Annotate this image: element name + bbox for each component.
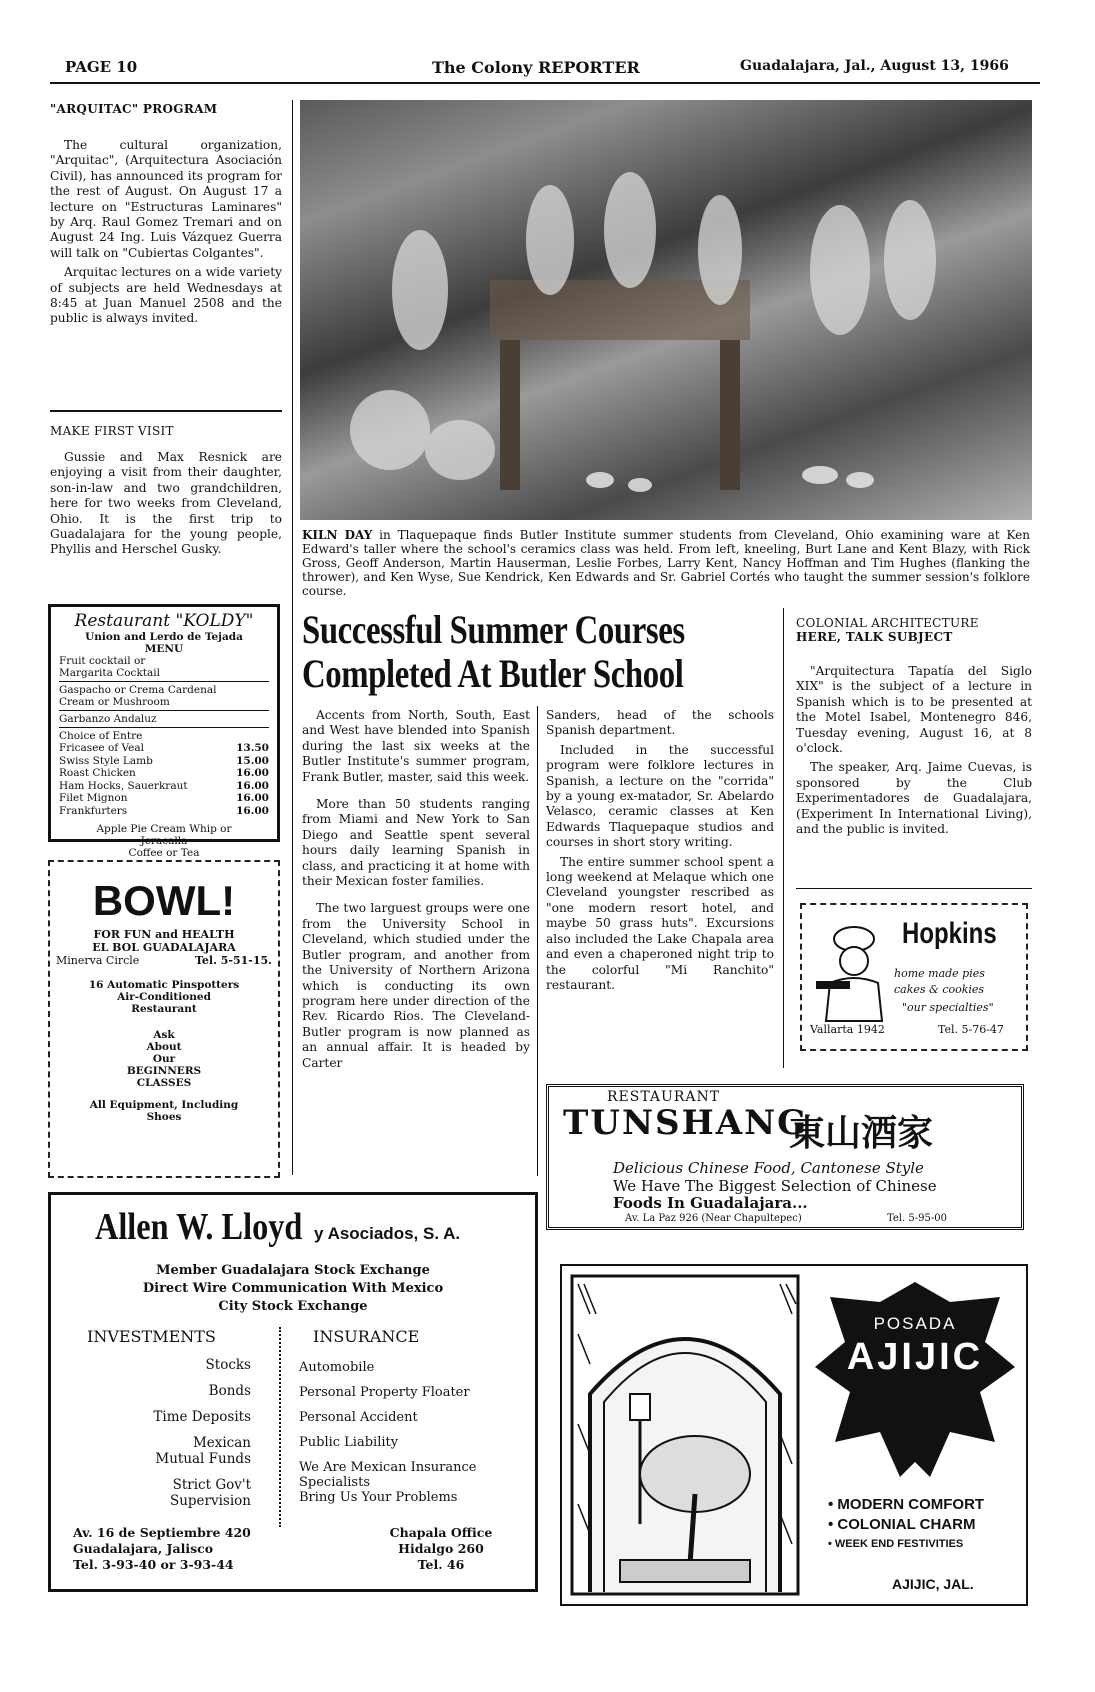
lloyd-ad [48, 1192, 538, 1592]
kiln-day-photo [300, 100, 1032, 520]
entree-row [59, 767, 269, 780]
bowl-line: EL BOL GUADALAJARA [92, 941, 236, 954]
investments-title: INVESTMENTS [87, 1327, 216, 1346]
tunshang-line: Foods In Guadalajara... [613, 1194, 808, 1212]
article-paragraph: Included in the successful program were folklore lectures in Spanish, a lecture on the "corrida" by a young ex-matador, Sr. Abelardo Velasco, ceramic classes at Ken Edwards Tlaquepaque studios and courses in short story writing. [546, 742, 774, 850]
posada-top: POSADA [873, 1314, 957, 1333]
caption-lead: KILN DAY [302, 528, 373, 542]
bowl-line: FOR FUN and HEALTH [93, 928, 235, 941]
entree-list [59, 742, 269, 817]
insurance-item: Personal Accident [299, 1410, 418, 1425]
entree-name: Roast Chicken [59, 767, 136, 779]
menu-line: Garbanzo Andaluz [59, 713, 269, 728]
entree-row [59, 792, 269, 805]
entree-price: 16.00 [236, 804, 269, 817]
tunshang-chinese-name: 東山酒家 [789, 1113, 934, 1154]
entree-name: Fricasee of Veal [59, 742, 144, 754]
page-number: PAGE 10 [65, 58, 138, 76]
entree-name: Ham Hocks, Sauerkraut [59, 779, 188, 792]
entree-row [59, 742, 269, 755]
article-paragraph: The two larguest groups were one from the University School in Cleveland, which studied under the Butler program, and another from the University of Northern Arizona which is conducting its own program here under direction of the Rev. Ricardo Rios. The Cleveland-Butler program is now planned as an annual affair. It is headed by Carter [302, 901, 530, 1070]
article-paragraph: "Arquitectura Tapatía del Siglo XIX" is the subject of a lecture in Spanish which is to be presented at the Motel Isabel, Montenegro 846, Tuesday evening, August 16, at 8 o'clock. [796, 664, 1032, 756]
tunshang-name: TUNSHANG [563, 1103, 809, 1143]
bowl-line: Restaurant [131, 1003, 197, 1015]
posada-feature: • MODERN COMFORT [828, 1496, 985, 1513]
posada-feature: • WEEK END FESTIVITIES [828, 1538, 964, 1550]
caption-text: in Tlaquepaque finds Butler Institute summer students from Cleveland, Ohio examining ware at Ken Edward's taller where the school's ceramics class was held. From left, kneeling, Burt Lane and Kent Blazy, with Rick Gross, Geoff Anderson, Martin Hauserman, Leslie Forbes, Larry Kent, Nancy Hoffman and Tim Hughes (flanking the thrower), and Ken Wyse, Sue Kendrick, Ken Edwards and Sr. Gabriel Cortés who taught the summer session's folklore course. [302, 528, 1030, 598]
lloyd-suffix: y Asociados, S. A. [314, 1224, 461, 1243]
lloyd-address: Av. 16 de Septiembre 420 [73, 1525, 251, 1540]
chapala-phone: Tel. 46 [417, 1557, 465, 1572]
colonial-article [796, 616, 1032, 841]
bowl-title: BOWL! [92, 877, 236, 924]
hopkins-ad [800, 903, 1028, 1051]
investments-list [91, 1357, 251, 1519]
koldy-menu-label: MENU [144, 643, 184, 655]
hopkins-line: "our specialties" [902, 1001, 994, 1014]
bowl-line: CLASSES [136, 1077, 192, 1089]
lloyd-line: City Stock Exchange [218, 1299, 368, 1314]
investment-item: Strict Gov't Supervision [169, 1477, 251, 1509]
bowl-line: Our [152, 1053, 176, 1065]
lloyd-address: Guadalajara, Jalisco [73, 1541, 214, 1556]
investment-item: Mexican Mutual Funds [155, 1435, 251, 1467]
butler-column-1 [302, 708, 530, 1075]
ad-divider-squiggle [279, 1327, 281, 1527]
insurance-item: Public Liability [299, 1435, 399, 1450]
insurance-item: Automobile [299, 1360, 375, 1375]
entree-row [59, 755, 269, 768]
entree-price: 16.00 [236, 779, 269, 792]
menu-line: Apple Pie Cream Whip or [96, 823, 232, 835]
article-title: COLONIAL ARCHITECTURE [796, 616, 979, 630]
divider [50, 410, 282, 412]
menu-line: Jeracalla [140, 835, 188, 847]
entree-name: Frankfurters [59, 804, 128, 817]
article-paragraph: Sanders, head of the schools Spanish department. [546, 708, 774, 738]
hopkins-line: home made pies [894, 967, 985, 980]
butler-headline-line2: Completed At Butler School [302, 651, 684, 696]
insurance-item: Personal Property Floater [299, 1385, 470, 1400]
article-paragraph: Accents from North, South, East and West have blended into Spanish during the last six weeks at the Butler Institute's summer program, Frank Butler, master, said this week. [302, 708, 530, 784]
tunshang-phone: Tel. 5-95-00 [887, 1213, 947, 1224]
article-paragraph: The entire summer school spent a long weekend at Melaque which one Cleveland youngster rescribed as "one modern resort hotel, and maybe 50 grass huts". Excursions also included the Lake Chapala area and even a chaperoned night trip to the colorful "Mi Ranchito" restaurant. [546, 854, 774, 992]
article-paragraph: The cultural organization, "Arquitac", (Arquitectura Asociación Civil), has announced its program for the rest of August. On August 17 a lecture on "Estructuras Laminares" by Arq. Raul Gomez Tremari and on August 24 Ing. Luis Vázquez Guerra will talk on "Cubiertas Colgantes". [50, 138, 282, 260]
entree-price: 16.00 [236, 792, 269, 804]
menu-line: Coffee or Tea [128, 847, 200, 859]
article-title: HERE, TALK SUBJECT [796, 630, 953, 644]
butler-column-2 [546, 708, 774, 997]
posada-feature: • COLONIAL CHARM [828, 1516, 976, 1533]
photo-figures [300, 100, 1032, 520]
article-paragraph: Arquitac lectures on a wide variety of subjects are held Wednesdays at 8:45 at Juan Manuel 2508 and the public is always invited. [50, 265, 282, 326]
column-rule [537, 706, 538, 1176]
investment-item: Stocks [205, 1357, 251, 1373]
column-rule [292, 100, 293, 1175]
hopkins-name: Hopkins [902, 917, 997, 950]
article-title: "ARQUITAC" PROGRAM [50, 102, 218, 116]
insurance-title: INSURANCE [313, 1327, 420, 1346]
posada-ajijic-ad [560, 1264, 1028, 1606]
bowl-line: 16 Automatic Pinspotters [88, 979, 240, 991]
column-rule [783, 608, 784, 1068]
bowl-contact-row [56, 954, 272, 967]
chapala-address: Hidalgo 260 [398, 1541, 484, 1556]
lloyd-line: Member Guadalajara Stock Exchange [156, 1263, 430, 1278]
hopkins-line: cakes & cookies [894, 983, 985, 996]
butler-headline-line1: Successful Summer Courses [302, 607, 685, 652]
bowl-line: Air-Conditioned [117, 991, 211, 1003]
header-rule [50, 82, 1040, 84]
bowl-line: Ask [153, 1029, 175, 1041]
visit-article [50, 424, 282, 562]
entree-name: Swiss Style Lamb [59, 754, 153, 767]
koldy-address: Union and Lerdo de Tejada [85, 631, 243, 643]
menu-line: Margarita Cocktail [59, 667, 269, 682]
tunshang-ad [546, 1084, 1024, 1230]
posada-name: AJIJIC [846, 1336, 984, 1378]
investment-item: Time Deposits [153, 1409, 251, 1425]
entree-price: 16.00 [236, 767, 269, 779]
koldy-title: Restaurant "KOLDY" [74, 611, 254, 631]
dateline: Guadalajara, Jal., August 13, 1966 [740, 58, 1009, 74]
chef-illustration [816, 923, 892, 1023]
bowl-phone: Tel. 5-51-15. [195, 954, 272, 967]
bowl-ad [48, 860, 280, 1178]
entree-price: 15.00 [236, 754, 269, 767]
tunshang-line: We Have The Biggest Selection of Chinese [613, 1177, 937, 1195]
entree-price: 13.50 [236, 742, 269, 754]
bowl-line: BEGINNERS [126, 1065, 202, 1077]
lloyd-name-row [95, 1205, 460, 1249]
bowl-line: Shoes [146, 1111, 182, 1123]
insurance-list [299, 1360, 519, 1505]
tunshang-address: Av. La Paz 926 (Near Chapultepec) [625, 1213, 802, 1224]
bowl-line: All Equipment, Including [89, 1099, 239, 1111]
tunshang-line: Delicious Chinese Food, Cantonese Style [613, 1159, 924, 1177]
posada-location: AJIJIC, JAL. [892, 1576, 974, 1592]
lloyd-name: Allen W. Lloyd [95, 1206, 303, 1248]
tunshang-kicker: RESTAURANT [607, 1089, 721, 1105]
article-title: MAKE FIRST VISIT [50, 424, 174, 438]
insurance-item: Bring Us Your Problems [299, 1490, 458, 1505]
bowl-line: About [146, 1041, 182, 1053]
menu-line: Fruit cocktail or [59, 655, 146, 667]
investment-item: Bonds [208, 1383, 251, 1399]
archway-illustration [570, 1274, 800, 1596]
menu-line: Gaspacho or Crema Cardenal [59, 684, 217, 696]
hopkins-phone: Tel. 5-76-47 [938, 1023, 1004, 1036]
lloyd-line: Direct Wire Communication With Mexico [142, 1281, 444, 1296]
menu-line: Cream or Mushroom [59, 696, 269, 711]
article-paragraph: Gussie and Max Resnick are enjoying a visit from their daughter, son-in-law and two grandchildren, here for two weeks from Cleveland, Ohio. It is the first trip to Guadalajara for the young people, Phyllis and Herschel Gusky. [50, 450, 282, 557]
entree-row [59, 805, 269, 818]
paper-name: The Colony REPORTER [432, 58, 640, 77]
entree-name: Filet Mignon [59, 792, 128, 804]
article-paragraph: The speaker, Arq. Jaime Cuevas, is sponsored by the Club Experimentadores de Guadalajara, (Experiment In International Living), and the public is invited. [796, 760, 1032, 837]
divider [796, 888, 1032, 889]
article-paragraph: More than 50 students ranging from Miami and New York to San Diego and Seattle spent several hours daily learning Spanish in class, and practicing it at home with their Mexican foster families. [302, 797, 530, 889]
menu-line: Choice of Entre [59, 730, 143, 742]
entree-row [59, 780, 269, 793]
bowl-line: Minerva Circle [56, 954, 140, 967]
chapala-office: Chapala Office [389, 1525, 493, 1540]
photo-caption [302, 528, 1030, 598]
hopkins-address: Vallarta 1942 [810, 1023, 885, 1036]
arquitac-article [50, 102, 282, 331]
koldy-ad [48, 604, 280, 859]
lloyd-phone: Tel. 3-93-40 or 3-93-44 [73, 1557, 234, 1572]
insurance-item: We Are Mexican Insurance Specialists [299, 1460, 477, 1490]
